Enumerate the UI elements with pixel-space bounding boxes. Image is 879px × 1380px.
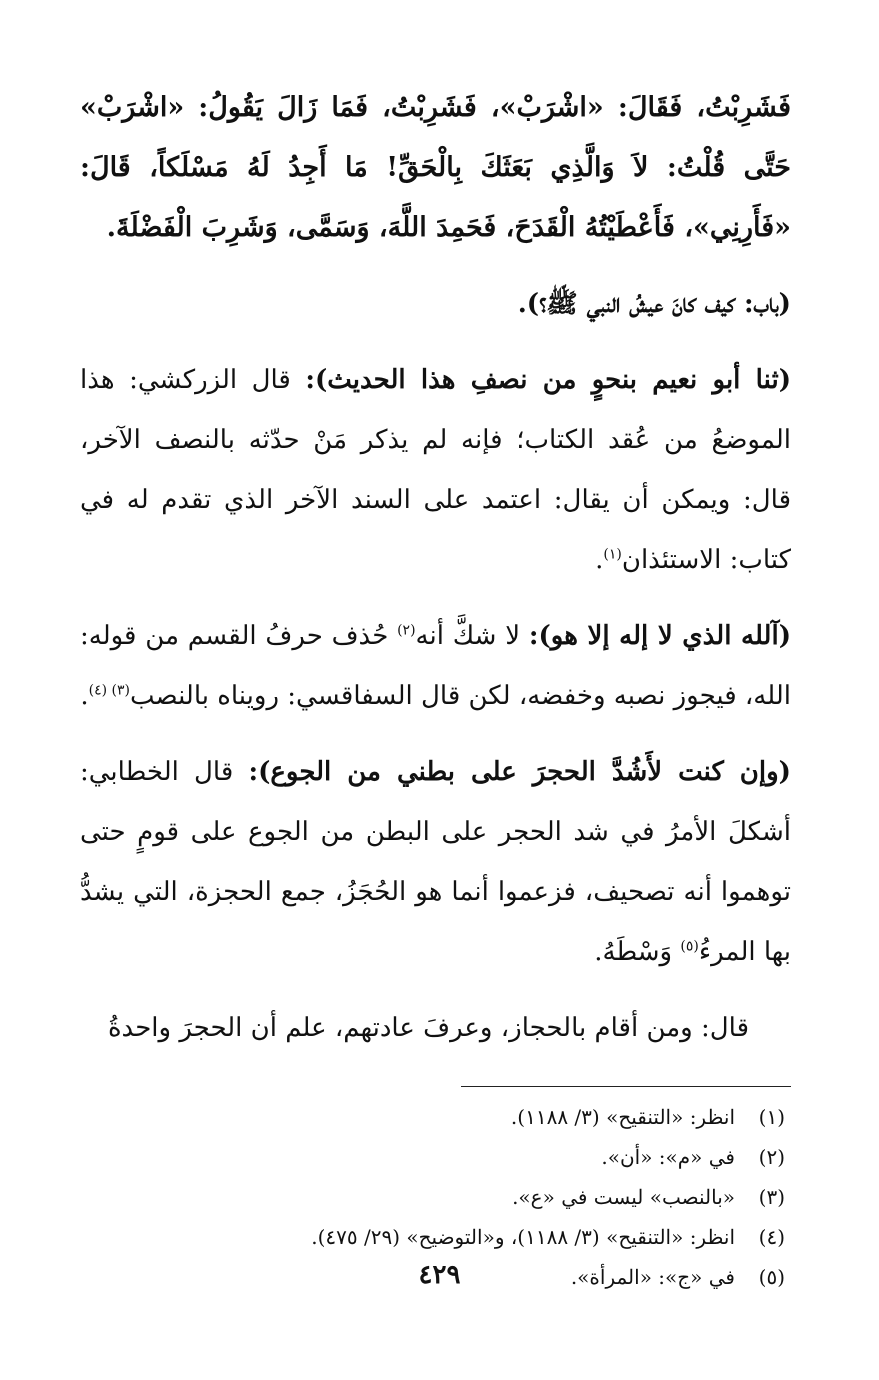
footnote-number: (٥)	[758, 1265, 785, 1289]
footnote-text: انظر: «التنقيح» (٣/ ١١٨٨).	[510, 1105, 735, 1129]
footnote-ref[interactable]: (٣) (٤)	[88, 682, 130, 699]
footnote-number: (٣)	[758, 1185, 785, 1209]
commentary-paragraph-1	[80, 350, 791, 590]
footnote-text: انظر: «التنقيح» (٣/ ١١٨٨)، و«التوضيح» (٢٩/ ٤٧٥).	[311, 1225, 735, 1249]
commentary-paragraph-4: قال: ومن أقام بالحجاز، وعرفَ عادتهم، علم أن الحجرَ واحدةُ	[107, 1013, 749, 1043]
page-number: ٤٢٩	[418, 1260, 461, 1290]
commentary-paragraph-3	[80, 742, 791, 982]
commentary-text: قال الخطابي: أشكلَ الأمرُ في شد الحجر على البطن من الجوع على قومٍ حتى توهموا أنه تصحيف، فزعموا أنما هو الحُجَزُ، جمع الحجزة، التي يشدُّ بها المرءُ	[80, 757, 791, 967]
footnote-ref[interactable]: (١)	[603, 546, 622, 563]
commentary-paragraph-2	[80, 606, 791, 726]
footnote-item	[80, 1217, 791, 1257]
commentary-text: حُذف حرفُ القسم من قوله: الله، فيجوز نصبه وخفضه، لكن قال السفاقسي: رويناه بالنصب	[80, 621, 791, 711]
commentary-text: وَسْطَهُ.	[594, 937, 681, 967]
footnote-ref[interactable]: (٥)	[680, 938, 699, 955]
footnote-number: (٢)	[758, 1145, 785, 1169]
footnote-item	[80, 1177, 791, 1217]
chapter-heading: (باب: كيف كانَ عيشُ النبي ﷺ؟).	[517, 289, 791, 319]
punctuation: .	[80, 681, 89, 711]
footnote-text: في «ج»: «المرأة».	[570, 1265, 735, 1289]
hadith-text: فَشَرِبْتُ، فَقَالَ: «اشْرَبْ»، فَشَرِبْتُ، فَمَا زَالَ يَقُولُ: «اشْرَبْ» حَتَّى قُلْتُ: لاَ وَالَّذِي بَعَثَكَ بِالْحَقِّ! مَا أَجِدُ لَهُ مَسْلَكاً، قَالَ: «فَأَرِنِي»، فَأَعْطَيْتُهُ الْقَدَحَ، فَحَمِدَ اللَّهَ، وَسَمَّى، وَشَرِبَ الْفَضْلَةَ.	[80, 92, 791, 243]
footnote-number: (١)	[758, 1105, 785, 1129]
commentary-text: لا شكَّ أنه	[415, 621, 529, 651]
quoted-phrase: (آلله الذي لا إله إلا هو):	[528, 621, 791, 651]
footnote-number: (٤)	[758, 1225, 785, 1249]
quoted-phrase: (وإن كنت لأَشُدَّ الحجرَ على بطني من الجوع):	[248, 757, 791, 787]
footnote-ref[interactable]: (٢)	[397, 622, 416, 639]
footnote-item	[80, 1097, 791, 1137]
commentary-text: قال الزركشي: هذا الموضعُ من عُقد الكتاب؛ فإنه لم يذكر مَنْ حدّثه بالنصف الآخر، قال: ويمكن أن يقال: اعتمد على السند الآخر الذي تقدم له في كتاب: الاستئذان	[80, 365, 791, 575]
quoted-phrase: (ثنا أبو نعيم بنحوٍ من نصفِ هذا الحديث):	[305, 365, 791, 395]
footnote-text: «بالنصب» ليست في «ع».	[512, 1185, 735, 1209]
footnote-separator	[461, 1086, 791, 1087]
footnote-item	[80, 1137, 791, 1177]
footnote-text: في «م»: «أن».	[601, 1145, 735, 1169]
punctuation: .	[595, 545, 604, 575]
